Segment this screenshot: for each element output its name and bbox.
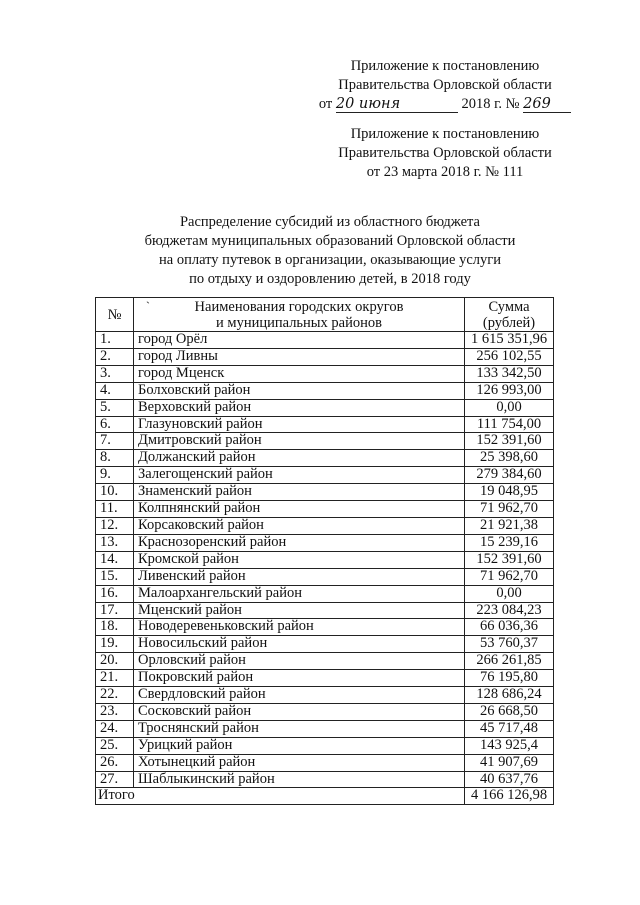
row-number: 1.: [96, 332, 134, 349]
row-name: Болховский район: [134, 382, 465, 399]
row-amount: 71 962,70: [465, 501, 554, 518]
row-name: Кромской район: [134, 551, 465, 568]
table-body: [96, 332, 554, 788]
header-sum-line-2: (рублей): [482, 314, 536, 331]
prev-header-line-1: Приложение к постановлению: [350, 126, 540, 142]
row-number: 24.: [96, 720, 134, 737]
title-line-4: по отдыху и оздоровлению детей, в 2018 году: [189, 271, 471, 287]
table-row: [96, 399, 554, 416]
date-prefix: от: [318, 96, 333, 112]
row-name: Покровский район: [134, 670, 465, 687]
header-sum: [465, 298, 554, 332]
table-row: [96, 433, 554, 450]
table-row: [96, 467, 554, 484]
row-number: 12.: [96, 517, 134, 534]
title-line-3: на оплату путевок в организации, оказывающие услуги: [159, 252, 501, 268]
table-row: [96, 348, 554, 365]
table-row: [96, 365, 554, 382]
table-row: [96, 382, 554, 399]
table-row: [96, 619, 554, 636]
row-number: 14.: [96, 551, 134, 568]
row-name: Знаменский район: [134, 484, 465, 501]
subsidy-table: [95, 297, 554, 805]
table-row: [96, 687, 554, 704]
row-amount: 26 668,50: [465, 703, 554, 720]
row-name: город Мценск: [134, 365, 465, 382]
row-name: город Ливны: [134, 348, 465, 365]
row-number: 19.: [96, 636, 134, 653]
row-amount: 126 993,00: [465, 382, 554, 399]
table-row: [96, 551, 554, 568]
total-label: Итого: [96, 788, 465, 805]
table-row: [96, 332, 554, 349]
row-number: 7.: [96, 433, 134, 450]
row-amount: 1 615 351,96: [465, 332, 554, 349]
title-line-2: бюджетам муниципальных образований Орловской области: [144, 233, 516, 249]
row-name: Малоархангельский район: [134, 585, 465, 602]
row-number: 2.: [96, 348, 134, 365]
row-amount: 25 398,60: [465, 450, 554, 467]
row-name: Троснянский район: [134, 720, 465, 737]
prev-header-line-3: от 23 марта 2018 г. № 111: [366, 164, 524, 180]
table-row: [96, 484, 554, 501]
row-name: Корсаковский район: [134, 517, 465, 534]
table-row: [96, 653, 554, 670]
row-amount: 53 760,37: [465, 636, 554, 653]
total-row: [96, 788, 554, 805]
row-number: 4.: [96, 382, 134, 399]
row-amount: 111 754,00: [465, 416, 554, 433]
row-amount: 76 195,80: [465, 670, 554, 687]
row-name: город Орёл: [134, 332, 465, 349]
row-number: 3.: [96, 365, 134, 382]
table-row: [96, 670, 554, 687]
header-name-line-2: и муниципальных районов: [216, 314, 382, 331]
header-name-line-1: Наименования городских округов: [194, 298, 404, 315]
row-name: Урицкий район: [134, 737, 465, 754]
row-number: 10.: [96, 484, 134, 501]
row-amount: 45 717,48: [465, 720, 554, 737]
prev-header-line-2: Правительства Орловской области: [338, 145, 552, 161]
table-row: [96, 534, 554, 551]
table-header-row: [96, 298, 554, 332]
row-name: Краснозоренский район: [134, 534, 465, 551]
table-row: [96, 568, 554, 585]
row-name: Глазуновский район: [134, 416, 465, 433]
row-number: 5.: [96, 399, 134, 416]
row-number: 11.: [96, 501, 134, 518]
row-number: 9.: [96, 467, 134, 484]
row-name: Ливенский район: [134, 568, 465, 585]
table-row: [96, 636, 554, 653]
row-number: 21.: [96, 670, 134, 687]
row-name: Хотынецкий район: [134, 754, 465, 771]
row-name: Верховский район: [134, 399, 465, 416]
current-resolution-header: [300, 57, 590, 114]
header-sum-line-1: Сумма: [488, 298, 530, 315]
row-number: 26.: [96, 754, 134, 771]
row-amount: 133 342,50: [465, 365, 554, 382]
row-amount: 152 391,60: [465, 433, 554, 450]
table-row: [96, 450, 554, 467]
previous-resolution-header: [300, 125, 590, 182]
header-date-line: [300, 95, 590, 114]
row-number: 27.: [96, 771, 134, 788]
row-amount: 19 048,95: [465, 484, 554, 501]
row-name: Свердловский район: [134, 687, 465, 704]
row-name: Сосковский район: [134, 703, 465, 720]
row-amount: 41 907,69: [465, 754, 554, 771]
row-amount: 21 921,38: [465, 517, 554, 534]
row-amount: 223 084,23: [465, 602, 554, 619]
row-amount: 0,00: [465, 399, 554, 416]
row-amount: 15 239,16: [465, 534, 554, 551]
header-num: №: [96, 298, 134, 332]
row-number: 23.: [96, 703, 134, 720]
handwritten-number: 269: [523, 96, 571, 113]
table-row: [96, 602, 554, 619]
row-amount: 279 384,60: [465, 467, 554, 484]
table-row: [96, 771, 554, 788]
table-row: [96, 720, 554, 737]
row-amount: 266 261,85: [465, 653, 554, 670]
table-row: [96, 737, 554, 754]
row-amount: 66 036,36: [465, 619, 554, 636]
row-number: 22.: [96, 687, 134, 704]
total-amount: 4 166 126,98: [465, 788, 554, 805]
table-row: [96, 416, 554, 433]
row-name: Должанский район: [134, 450, 465, 467]
row-amount: 152 391,60: [465, 551, 554, 568]
row-amount: 0,00: [465, 585, 554, 602]
row-name: Колпнянский район: [134, 501, 465, 518]
row-number: 16.: [96, 585, 134, 602]
row-number: 8.: [96, 450, 134, 467]
year-text: 2018 г. №: [461, 96, 520, 112]
document-title: [80, 213, 580, 289]
row-number: 13.: [96, 534, 134, 551]
row-number: 20.: [96, 653, 134, 670]
row-name: Орловский район: [134, 653, 465, 670]
row-name: Дмитровский район: [134, 433, 465, 450]
table-row: [96, 517, 554, 534]
row-amount: 71 962,70: [465, 568, 554, 585]
row-number: 15.: [96, 568, 134, 585]
header-name: ` Наименования городских округов и муниципальных районов: [134, 298, 465, 332]
row-name: Шаблыкинский район: [134, 771, 465, 788]
handwritten-date: 20 июня: [336, 96, 458, 113]
row-name: Новосильский район: [134, 636, 465, 653]
row-name: Новодеревеньковский район: [134, 619, 465, 636]
row-amount: 256 102,55: [465, 348, 554, 365]
header-line-1: Приложение к постановлению: [350, 58, 540, 74]
header-line-2: Правительства Орловской области: [338, 77, 552, 93]
row-name: Мценский район: [134, 602, 465, 619]
table-row: [96, 754, 554, 771]
table-row: [96, 703, 554, 720]
row-number: 18.: [96, 619, 134, 636]
row-amount: 143 925,4: [465, 737, 554, 754]
row-number: 17.: [96, 602, 134, 619]
row-number: 25.: [96, 737, 134, 754]
row-name: Залегощенский район: [134, 467, 465, 484]
table-row: [96, 501, 554, 518]
title-line-1: Распределение субсидий из областного бюджета: [179, 214, 480, 230]
table-row: [96, 585, 554, 602]
row-number: 6.: [96, 416, 134, 433]
row-amount: 40 637,76: [465, 771, 554, 788]
row-amount: 128 686,24: [465, 687, 554, 704]
